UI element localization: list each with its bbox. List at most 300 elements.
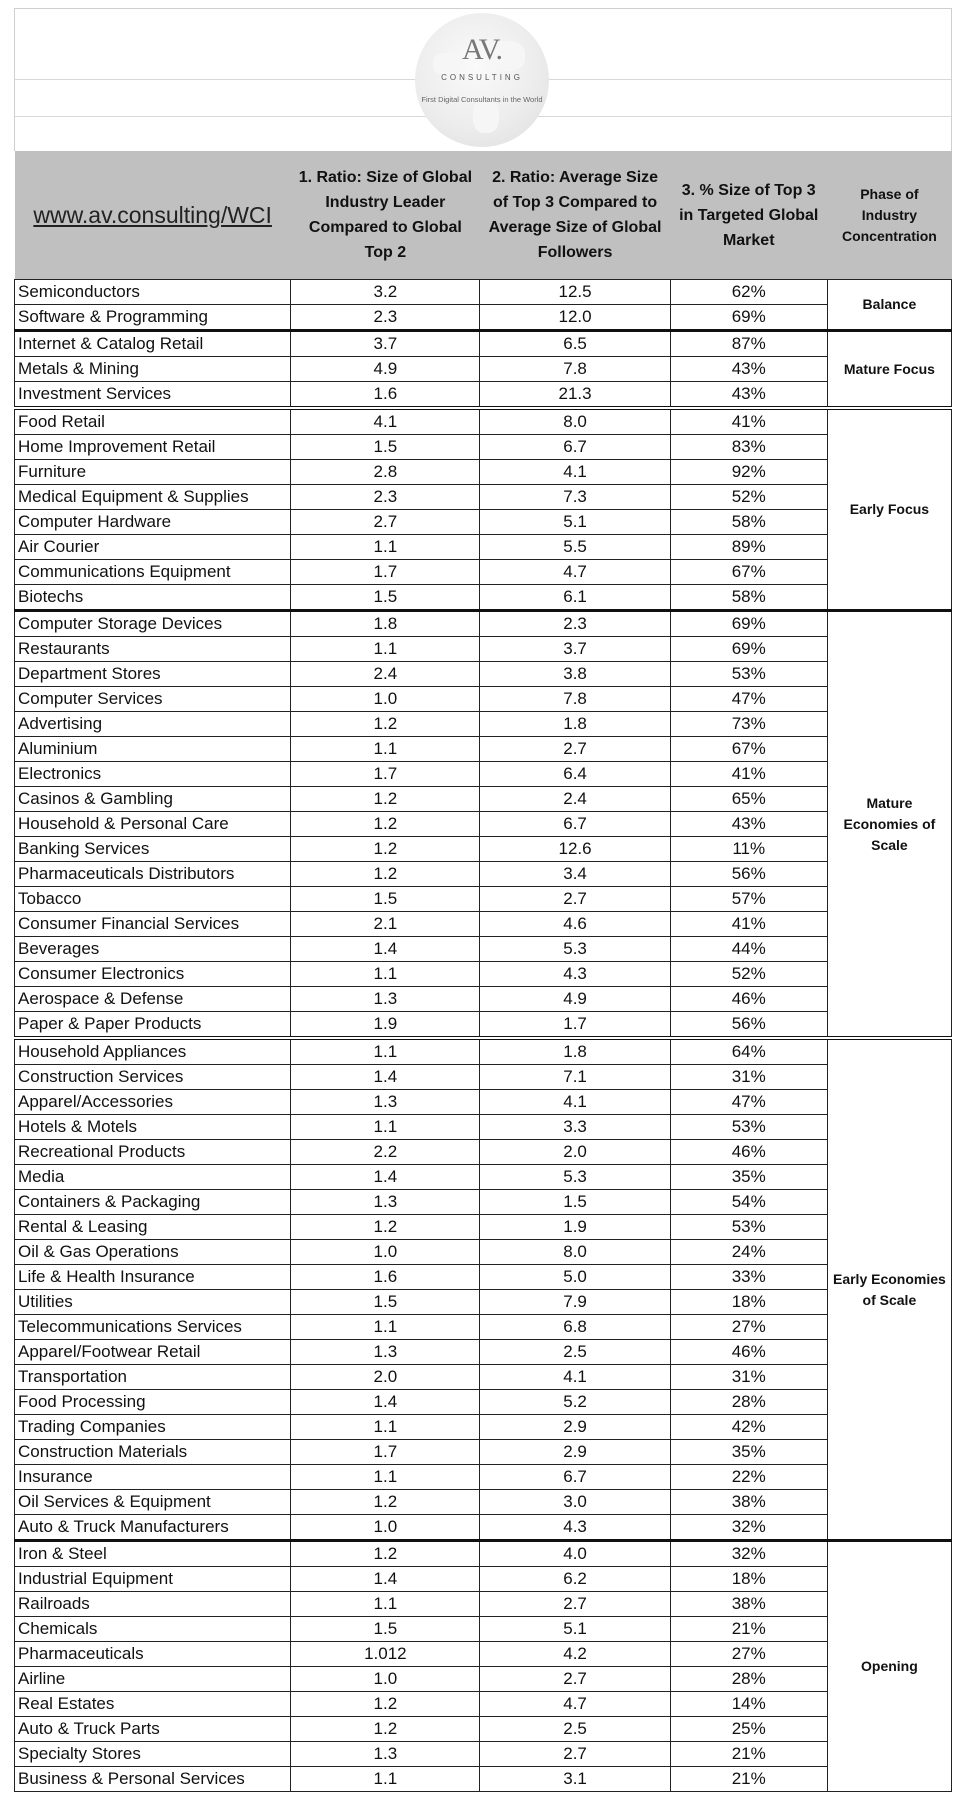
leader-ratio-cell: 2.7 [291, 510, 480, 535]
leader-ratio-cell: 3.7 [291, 331, 480, 357]
top3-share-cell: 27% [670, 1642, 827, 1667]
table-row [15, 962, 952, 987]
industry-name-cell: Insurance [15, 1465, 291, 1490]
industry-name-cell: Tobacco [15, 887, 291, 912]
leader-ratio-cell: 1.9 [291, 1012, 480, 1039]
leader-ratio-cell: 1.8 [291, 611, 480, 637]
table-row [15, 1240, 952, 1265]
table-row [15, 280, 952, 305]
table-row [15, 331, 952, 357]
industry-name-cell: Containers & Packaging [15, 1190, 291, 1215]
top3-share-cell: 46% [670, 987, 827, 1012]
top3-share-cell: 43% [670, 382, 827, 409]
table-row [15, 1592, 952, 1617]
top3-share-cell: 92% [670, 460, 827, 485]
top3-share-cell: 21% [670, 1742, 827, 1767]
table-row [15, 1340, 952, 1365]
top3-share-cell: 38% [670, 1592, 827, 1617]
leader-ratio-cell: 1.0 [291, 1515, 480, 1541]
logo-tagline: First Digital Consultants in the World [421, 95, 543, 104]
top3-ratio-cell: 4.1 [480, 1090, 670, 1115]
industry-name-cell: Investment Services [15, 382, 291, 409]
table-row [15, 662, 952, 687]
top3-share-cell: 83% [670, 435, 827, 460]
leader-ratio-cell: 2.3 [291, 305, 480, 331]
top3-ratio-cell: 7.8 [480, 357, 670, 382]
table-row [15, 1065, 952, 1090]
industry-name-cell: Furniture [15, 460, 291, 485]
industry-name-cell: Internet & Catalog Retail [15, 331, 291, 357]
table-row [15, 1415, 952, 1440]
top3-share-cell: 32% [670, 1541, 827, 1567]
top3-share-cell: 35% [670, 1440, 827, 1465]
top3-share-cell: 69% [670, 611, 827, 637]
industry-name-cell: Household & Personal Care [15, 812, 291, 837]
leader-ratio-cell: 4.1 [291, 408, 480, 435]
table-row [15, 1265, 952, 1290]
table-header-row [15, 151, 952, 280]
table-row [15, 585, 952, 611]
top3-ratio-cell: 4.7 [480, 1692, 670, 1717]
top3-share-cell: 42% [670, 1415, 827, 1440]
industry-name-cell: Department Stores [15, 662, 291, 687]
leader-ratio-cell: 1.1 [291, 637, 480, 662]
top3-share-cell: 47% [670, 687, 827, 712]
top3-ratio-cell: 5.2 [480, 1390, 670, 1415]
top3-share-cell: 41% [670, 408, 827, 435]
leader-ratio-cell: 1.4 [291, 1065, 480, 1090]
top3-ratio-cell: 4.9 [480, 987, 670, 1012]
top3-share-cell: 44% [670, 937, 827, 962]
top3-ratio-cell: 6.7 [480, 435, 670, 460]
industry-name-cell: Hotels & Motels [15, 1115, 291, 1140]
top3-ratio-cell: 2.9 [480, 1415, 670, 1440]
table-row [15, 687, 952, 712]
top3-ratio-cell: 5.1 [480, 510, 670, 535]
table-row [15, 737, 952, 762]
table-row [15, 1365, 952, 1390]
logo-mark: AV. [461, 33, 503, 66]
top3-ratio-cell: 5.1 [480, 1617, 670, 1642]
industry-name-cell: Telecommunications Services [15, 1315, 291, 1340]
industry-name-cell: Medical Equipment & Supplies [15, 485, 291, 510]
industry-name-cell: Trading Companies [15, 1415, 291, 1440]
leader-ratio-cell: 1.6 [291, 1265, 480, 1290]
top3-share-cell: 32% [670, 1515, 827, 1541]
top3-share-cell: 21% [670, 1767, 827, 1792]
top3-share-cell: 18% [670, 1567, 827, 1592]
leader-ratio-cell: 1.1 [291, 1592, 480, 1617]
industry-name-cell: Metals & Mining [15, 357, 291, 382]
top3-share-cell: 69% [670, 305, 827, 331]
top3-share-cell: 21% [670, 1617, 827, 1642]
table-row [15, 357, 952, 382]
leader-ratio-cell: 1.2 [291, 787, 480, 812]
leader-ratio-cell: 1.5 [291, 1617, 480, 1642]
leader-ratio-cell: 1.2 [291, 1692, 480, 1717]
industry-name-cell: Computer Services [15, 687, 291, 712]
top3-ratio-cell: 4.3 [480, 1515, 670, 1541]
table-row [15, 535, 952, 560]
top3-ratio-cell: 6.7 [480, 812, 670, 837]
top3-share-cell: 46% [670, 1340, 827, 1365]
top3-share-cell: 67% [670, 737, 827, 762]
column-header-top3-share: 3. % Size of Top 3 in Targeted Global Market [670, 151, 827, 280]
leader-ratio-cell: 1.6 [291, 382, 480, 409]
table-row [15, 1742, 952, 1767]
table-row [15, 912, 952, 937]
table-row [15, 1515, 952, 1541]
top3-ratio-cell: 8.0 [480, 1240, 670, 1265]
top3-share-cell: 22% [670, 1465, 827, 1490]
table-row [15, 485, 952, 510]
leader-ratio-cell: 1.0 [291, 1667, 480, 1692]
leader-ratio-cell: 1.5 [291, 435, 480, 460]
top3-share-cell: 46% [670, 1140, 827, 1165]
top3-share-cell: 89% [670, 535, 827, 560]
industry-name-cell: Consumer Electronics [15, 962, 291, 987]
top3-ratio-cell: 2.9 [480, 1440, 670, 1465]
industry-name-cell: Food Retail [15, 408, 291, 435]
industry-name-cell: Oil & Gas Operations [15, 1240, 291, 1265]
top3-ratio-cell: 6.7 [480, 1465, 670, 1490]
top3-ratio-cell: 1.7 [480, 1012, 670, 1039]
top3-ratio-cell: 5.3 [480, 937, 670, 962]
industry-name-cell: Industrial Equipment [15, 1567, 291, 1592]
top3-share-cell: 56% [670, 1012, 827, 1039]
top3-ratio-cell: 2.5 [480, 1340, 670, 1365]
industry-name-cell: Media [15, 1165, 291, 1190]
top3-ratio-cell: 2.7 [480, 1592, 670, 1617]
industry-name-cell: Banking Services [15, 837, 291, 862]
top3-ratio-cell: 6.4 [480, 762, 670, 787]
top3-share-cell: 47% [670, 1090, 827, 1115]
top3-ratio-cell: 4.1 [480, 1365, 670, 1390]
top3-ratio-cell: 7.1 [480, 1065, 670, 1090]
top3-ratio-cell: 2.0 [480, 1140, 670, 1165]
table-row [15, 1617, 952, 1642]
table-row [15, 510, 952, 535]
top3-ratio-cell: 2.4 [480, 787, 670, 812]
industry-name-cell: Communications Equipment [15, 560, 291, 585]
top3-ratio-cell: 4.7 [480, 560, 670, 585]
top3-share-cell: 52% [670, 485, 827, 510]
top3-share-cell: 33% [670, 1265, 827, 1290]
table-row [15, 435, 952, 460]
leader-ratio-cell: 1.5 [291, 1290, 480, 1315]
table-row [15, 712, 952, 737]
top3-ratio-cell: 3.3 [480, 1115, 670, 1140]
table-row [15, 762, 952, 787]
top3-ratio-cell: 4.1 [480, 460, 670, 485]
industry-name-cell: Computer Storage Devices [15, 611, 291, 637]
industry-name-cell: Apparel/Accessories [15, 1090, 291, 1115]
table-row [15, 1490, 952, 1515]
leader-ratio-cell: 2.0 [291, 1365, 480, 1390]
top3-share-cell: 56% [670, 862, 827, 887]
site-link[interactable]: www.av.consulting/WCI [15, 151, 291, 280]
leader-ratio-cell: 1.4 [291, 1567, 480, 1592]
leader-ratio-cell: 1.012 [291, 1642, 480, 1667]
leader-ratio-cell: 1.1 [291, 1038, 480, 1065]
industry-name-cell: Computer Hardware [15, 510, 291, 535]
top3-ratio-cell: 6.8 [480, 1315, 670, 1340]
top3-ratio-cell: 1.9 [480, 1215, 670, 1240]
leader-ratio-cell: 1.5 [291, 887, 480, 912]
table-row [15, 1290, 952, 1315]
leader-ratio-cell: 1.2 [291, 712, 480, 737]
industry-name-cell: Chemicals [15, 1617, 291, 1642]
leader-ratio-cell: 1.1 [291, 1767, 480, 1792]
table-row [15, 1692, 952, 1717]
table-row [15, 1541, 952, 1567]
industry-name-cell: Auto & Truck Manufacturers [15, 1515, 291, 1541]
top3-ratio-cell: 6.1 [480, 585, 670, 611]
table-row [15, 862, 952, 887]
table-row [15, 560, 952, 585]
top3-ratio-cell: 1.5 [480, 1190, 670, 1215]
leader-ratio-cell: 1.2 [291, 1541, 480, 1567]
top3-share-cell: 87% [670, 331, 827, 357]
leader-ratio-cell: 1.3 [291, 1340, 480, 1365]
top3-ratio-cell: 2.7 [480, 1742, 670, 1767]
top3-ratio-cell: 3.7 [480, 637, 670, 662]
top3-share-cell: 58% [670, 585, 827, 611]
table-row [15, 1215, 952, 1240]
top3-share-cell: 64% [670, 1038, 827, 1065]
leader-ratio-cell: 1.3 [291, 987, 480, 1012]
industry-name-cell: Apparel/Footwear Retail [15, 1340, 291, 1365]
top3-share-cell: 41% [670, 912, 827, 937]
top3-share-cell: 31% [670, 1065, 827, 1090]
top3-ratio-cell: 2.7 [480, 887, 670, 912]
phase-cell: Opening [827, 1541, 951, 1792]
top3-ratio-cell: 4.3 [480, 962, 670, 987]
industry-name-cell: Pharmaceuticals Distributors [15, 862, 291, 887]
top3-share-cell: 41% [670, 762, 827, 787]
leader-ratio-cell: 1.2 [291, 837, 480, 862]
leader-ratio-cell: 1.0 [291, 687, 480, 712]
top3-share-cell: 18% [670, 1290, 827, 1315]
industry-name-cell: Recreational Products [15, 1140, 291, 1165]
industry-name-cell: Utilities [15, 1290, 291, 1315]
top3-share-cell: 54% [670, 1190, 827, 1215]
industry-name-cell: Rental & Leasing [15, 1215, 291, 1240]
leader-ratio-cell: 1.3 [291, 1742, 480, 1767]
industry-name-cell: Beverages [15, 937, 291, 962]
table-row [15, 305, 952, 331]
page-frame [14, 8, 952, 1804]
table-row [15, 1090, 952, 1115]
top3-share-cell: 53% [670, 662, 827, 687]
industry-name-cell: Transportation [15, 1365, 291, 1390]
industry-name-cell: Household Appliances [15, 1038, 291, 1065]
leader-ratio-cell: 1.1 [291, 535, 480, 560]
leader-ratio-cell: 1.2 [291, 1717, 480, 1742]
column-header-leader-ratio: 1. Ratio: Size of Global Industry Leader Compared to Global Top 2 [291, 151, 480, 280]
top3-ratio-cell: 6.2 [480, 1567, 670, 1592]
table-row [15, 987, 952, 1012]
top3-ratio-cell: 8.0 [480, 408, 670, 435]
top3-share-cell: 38% [670, 1490, 827, 1515]
top3-share-cell: 35% [670, 1165, 827, 1190]
industry-name-cell: Air Courier [15, 535, 291, 560]
top3-ratio-cell: 21.3 [480, 382, 670, 409]
leader-ratio-cell: 1.1 [291, 1315, 480, 1340]
top3-ratio-cell: 7.9 [480, 1290, 670, 1315]
leader-ratio-cell: 1.1 [291, 1465, 480, 1490]
table-row [15, 887, 952, 912]
industry-name-cell: Airline [15, 1667, 291, 1692]
table-row [15, 1667, 952, 1692]
industry-name-cell: Software & Programming [15, 305, 291, 331]
leader-ratio-cell: 1.3 [291, 1090, 480, 1115]
top3-share-cell: 27% [670, 1315, 827, 1340]
table-row [15, 1642, 952, 1667]
industry-name-cell: Specialty Stores [15, 1742, 291, 1767]
industry-concentration-table [14, 151, 952, 1792]
top3-share-cell: 52% [670, 962, 827, 987]
industry-name-cell: Restaurants [15, 637, 291, 662]
leader-ratio-cell: 3.2 [291, 280, 480, 305]
table-row [15, 937, 952, 962]
table-row [15, 1012, 952, 1039]
top3-share-cell: 65% [670, 787, 827, 812]
top3-ratio-cell: 6.5 [480, 331, 670, 357]
top3-ratio-cell: 2.7 [480, 1667, 670, 1692]
table-row [15, 812, 952, 837]
leader-ratio-cell: 1.7 [291, 560, 480, 585]
column-header-top3-ratio: 2. Ratio: Average Size of Top 3 Compared to Average Size of Global Followers [480, 151, 670, 280]
industry-name-cell: Electronics [15, 762, 291, 787]
table-row [15, 408, 952, 435]
top3-share-cell: 57% [670, 887, 827, 912]
top3-share-cell: 25% [670, 1717, 827, 1742]
top3-ratio-cell: 7.3 [480, 485, 670, 510]
top3-ratio-cell: 5.5 [480, 535, 670, 560]
top3-share-cell: 62% [670, 280, 827, 305]
top3-ratio-cell: 4.2 [480, 1642, 670, 1667]
leader-ratio-cell: 1.3 [291, 1190, 480, 1215]
table-row [15, 1115, 952, 1140]
industry-name-cell: Life & Health Insurance [15, 1265, 291, 1290]
top3-ratio-cell: 2.3 [480, 611, 670, 637]
leader-ratio-cell: 1.1 [291, 737, 480, 762]
phase-cell: Mature Economies of Scale [827, 611, 951, 1039]
table-row [15, 1190, 952, 1215]
table-row [15, 1165, 952, 1190]
table-row [15, 1465, 952, 1490]
column-header-phase: Phase of Industry Concentration [827, 151, 951, 280]
industry-name-cell: Biotechs [15, 585, 291, 611]
leader-ratio-cell: 1.2 [291, 1215, 480, 1240]
leader-ratio-cell: 1.4 [291, 1390, 480, 1415]
table-row [15, 1717, 952, 1742]
table-row [15, 1567, 952, 1592]
industry-name-cell: Food Processing [15, 1390, 291, 1415]
leader-ratio-cell: 1.4 [291, 1165, 480, 1190]
top3-share-cell: 14% [670, 1692, 827, 1717]
top3-share-cell: 53% [670, 1115, 827, 1140]
phase-cell: Early Focus [827, 408, 951, 611]
industry-name-cell: Construction Materials [15, 1440, 291, 1465]
top3-ratio-cell: 4.6 [480, 912, 670, 937]
table-row [15, 1767, 952, 1792]
top3-ratio-cell: 5.0 [480, 1265, 670, 1290]
leader-ratio-cell: 2.2 [291, 1140, 480, 1165]
top3-ratio-cell: 3.1 [480, 1767, 670, 1792]
leader-ratio-cell: 1.4 [291, 937, 480, 962]
top3-share-cell: 73% [670, 712, 827, 737]
top3-share-cell: 67% [670, 560, 827, 585]
top3-share-cell: 28% [670, 1667, 827, 1692]
leader-ratio-cell: 2.3 [291, 485, 480, 510]
top3-share-cell: 31% [670, 1365, 827, 1390]
industry-name-cell: Construction Services [15, 1065, 291, 1090]
leader-ratio-cell: 1.1 [291, 1415, 480, 1440]
leader-ratio-cell: 1.5 [291, 585, 480, 611]
industry-name-cell: Semiconductors [15, 280, 291, 305]
table-body [15, 280, 952, 1792]
table-row [15, 1440, 952, 1465]
industry-name-cell: Advertising [15, 712, 291, 737]
top3-ratio-cell: 12.6 [480, 837, 670, 862]
industry-name-cell: Iron & Steel [15, 1541, 291, 1567]
table-row [15, 460, 952, 485]
leader-ratio-cell: 1.7 [291, 762, 480, 787]
industry-name-cell: Paper & Paper Products [15, 1012, 291, 1039]
table-row [15, 637, 952, 662]
leader-ratio-cell: 1.2 [291, 862, 480, 887]
leader-ratio-cell: 1.0 [291, 1240, 480, 1265]
phase-cell: Early Economies of Scale [827, 1038, 951, 1541]
leader-ratio-cell: 1.2 [291, 812, 480, 837]
table-row [15, 1315, 952, 1340]
top3-ratio-cell: 7.8 [480, 687, 670, 712]
top3-share-cell: 43% [670, 357, 827, 382]
industry-name-cell: Oil Services & Equipment [15, 1490, 291, 1515]
top3-ratio-cell: 2.7 [480, 737, 670, 762]
leader-ratio-cell: 1.7 [291, 1440, 480, 1465]
industry-name-cell: Consumer Financial Services [15, 912, 291, 937]
industry-name-cell: Casinos & Gambling [15, 787, 291, 812]
leader-ratio-cell: 1.1 [291, 1115, 480, 1140]
industry-name-cell: Aluminium [15, 737, 291, 762]
top3-share-cell: 28% [670, 1390, 827, 1415]
top3-share-cell: 53% [670, 1215, 827, 1240]
leader-ratio-cell: 1.2 [291, 1490, 480, 1515]
industry-name-cell: Home Improvement Retail [15, 435, 291, 460]
leader-ratio-cell: 4.9 [291, 357, 480, 382]
industry-name-cell: Auto & Truck Parts [15, 1717, 291, 1742]
top3-share-cell: 58% [670, 510, 827, 535]
table-row [15, 1390, 952, 1415]
industry-name-cell: Railroads [15, 1592, 291, 1617]
table-row [15, 382, 952, 409]
top3-ratio-cell: 12.5 [480, 280, 670, 305]
top3-share-cell: 24% [670, 1240, 827, 1265]
leader-ratio-cell: 2.4 [291, 662, 480, 687]
top3-ratio-cell: 4.0 [480, 1541, 670, 1567]
top3-ratio-cell: 3.0 [480, 1490, 670, 1515]
globe-logo-icon [415, 13, 549, 147]
phase-cell: Balance [827, 280, 951, 331]
phase-cell: Mature Focus [827, 331, 951, 409]
top3-ratio-cell: 5.3 [480, 1165, 670, 1190]
table-row [15, 611, 952, 637]
leader-ratio-cell: 1.1 [291, 962, 480, 987]
leader-ratio-cell: 2.8 [291, 460, 480, 485]
